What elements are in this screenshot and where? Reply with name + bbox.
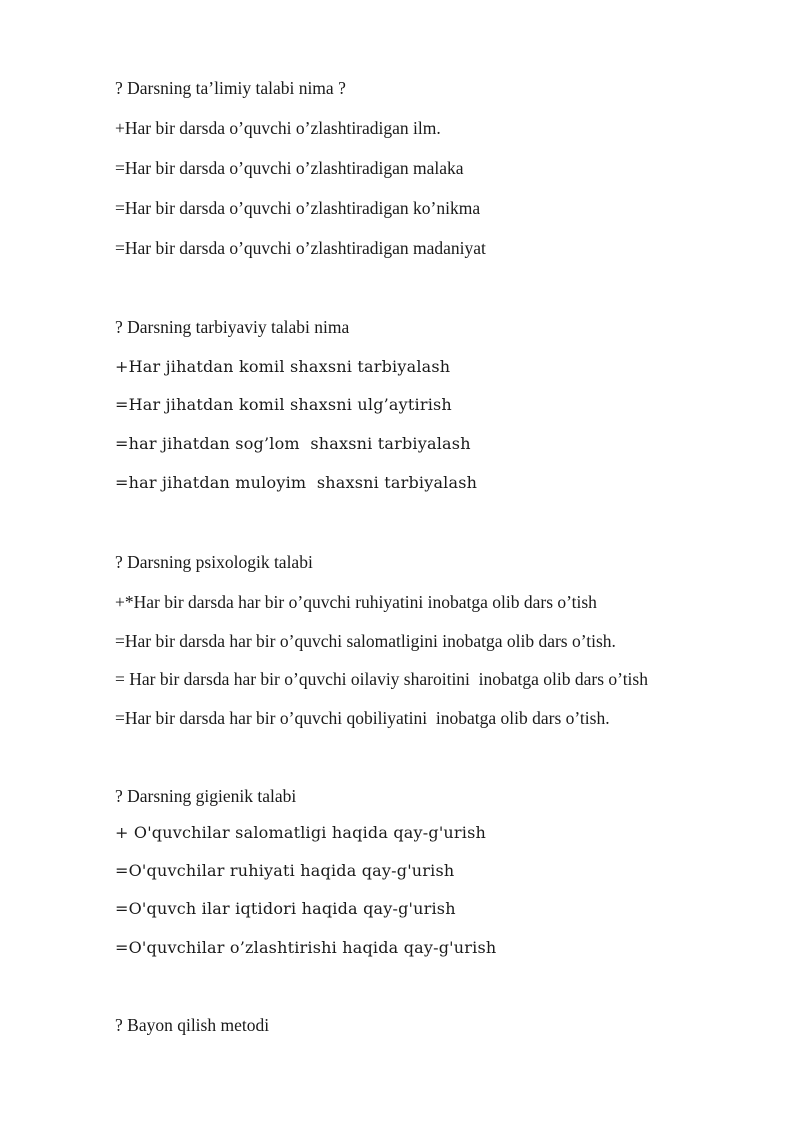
answer-option: =O'quvchilar ruhiyati haqida qay-g'urish: [115, 861, 455, 880]
answer-option: =Har jihatdan komil shaxsni ulg’aytirish: [115, 395, 452, 414]
question-text: ? Darsning tarbiyaviy talabi nima: [115, 317, 350, 337]
question-text: ? Darsning psixologik talabi: [115, 552, 313, 572]
question-text: ? Darsning ta’limiy talabi nima ?: [115, 78, 346, 98]
question-text: ? Bayon qilish metodi: [115, 1015, 270, 1035]
answer-option: + O'quvchilar salomatligi haqida qay-g'urish: [115, 823, 487, 842]
answer-option: =Har bir darsda o’quvchi o’zlashtiradigan madaniyat: [115, 238, 486, 258]
answer-option: =O'quvch ilar iqtidori haqida qay-g'urish: [115, 899, 456, 918]
answer-option: +*Har bir darsda har bir o’quvchi ruhiyatini inobatga olib dars o’tish: [115, 592, 597, 612]
answer-option: = Har bir darsda har bir o’quvchi oilaviy sharoitini inobatga olib dars o’tish: [115, 669, 648, 689]
answer-option: =Har bir darsda o’quvchi o’zlashtiradigan malaka: [115, 158, 464, 178]
question-text: ? Darsning gigienik talabi: [115, 786, 297, 806]
answer-option: =har jihatdan sog’lom shaxsni tarbiyalash: [115, 434, 471, 453]
answer-option: =Har bir darsda har bir o’quvchi salomatligini inobatga olib dars o’tish.: [115, 631, 616, 651]
answer-option: =har jihatdan muloyim shaxsni tarbiyalash: [115, 473, 478, 492]
answer-option: +Har jihatdan komil shaxsni tarbiyalash: [115, 357, 451, 376]
answer-option: =Har bir darsda o’quvchi o’zlashtiradigan ko’nikma: [115, 198, 481, 218]
answer-option: =Har bir darsda har bir o’quvchi qobiliyatini inobatga olib dars o’tish.: [115, 708, 610, 728]
answer-option: =O'quvchilar o’zlashtirishi haqida qay-g'urish: [115, 938, 497, 957]
answer-option: +Har bir darsda o’quvchi o’zlashtiradigan ilm.: [115, 118, 441, 138]
